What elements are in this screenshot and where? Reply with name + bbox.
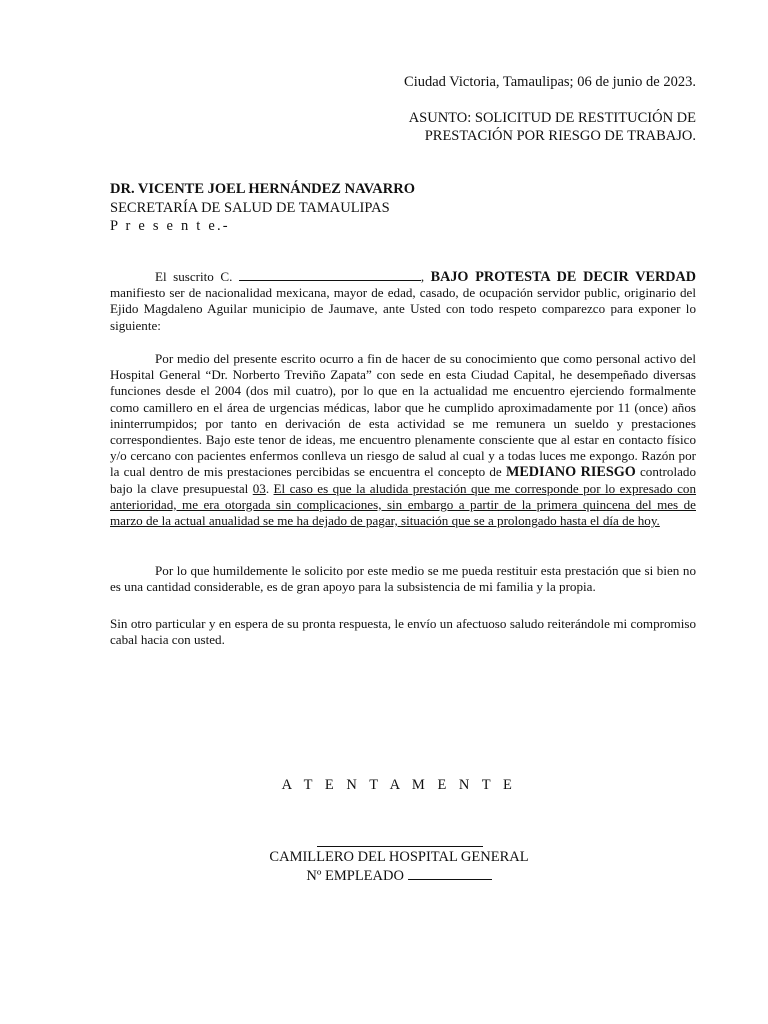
- signature-line: [317, 846, 483, 847]
- subject-line-1: ASUNTO: SOLICITUD DE RESTITUCIÓN DE: [408, 110, 696, 126]
- budget-code: 03: [252, 480, 266, 496]
- request-text: Por lo que humildemente le solicito por este medio se me pueda restituir esta prestación que si bien no es una cantidad considerable, es de gran apoyo para la subsistencia de mi familia y la propia.: [110, 563, 696, 595]
- name-blank-line: [239, 268, 421, 281]
- signature-block: [0, 848, 768, 885]
- protest-statement: BAJO PROTESTA DE DECIR VERDAD: [430, 269, 696, 285]
- employee-number-label: Nº EMPLEADO: [306, 867, 408, 884]
- addressee-present: P r e s e n t e.-: [110, 218, 230, 234]
- farewell-text: Sin otro particular y en espera de su pronta respuesta, le envío un afectuoso saludo reiterándole mi compromiso cabal hacia con usted.: [110, 616, 696, 648]
- subject-line-2: PRESTACIÓN POR RIESGO DE TRABAJO.: [424, 128, 696, 144]
- date-line: [404, 73, 696, 91]
- subject-block: [409, 109, 696, 145]
- intro-text-start: El suscrito C.: [155, 269, 239, 284]
- employee-number-line: [0, 867, 768, 886]
- intro-comma: ,: [420, 269, 431, 284]
- employee-number-blank: [408, 867, 492, 880]
- paragraph-introduction: [110, 268, 696, 334]
- exposition-period: .: [265, 480, 274, 496]
- exposition-text: Por medio del presente escrito ocurro a fin de hacer de su conocimiento que como personal activo del Hospital General “Dr. Norberto Treviño Zapata” con sede en esta Ciudad Capital, he desempeñado diversas funciones desde el 2004 (dos mil cuatro), por lo que en la actualidad me encuentro ejerciendo formalmente como camillero en el área de urgencias médicas, labor que he cumplido aproximadamente por 11 (once) años ininterrumpidos; por tanto en derivación de esta actividad se me remunera un sueldo y prestaciones correspondientes. Bajo este tenor de ideas, me encuentro plenamente consciente que al estar en contacto físico y/o cercano con pacientes enfermos conlleva un riesgo de salud al cual y a todas luces me expongo. Razón por la cual dentro de mis prestaciones percibidas se encuentra el concepto de: [110, 351, 696, 480]
- exposition-code-label: controlado bajo la clave presupuestal: [110, 464, 696, 496]
- signer-role: CAMILLERO DEL HOSPITAL GENERAL: [269, 849, 529, 865]
- underlined-complaint: El caso es que la aludida prestación que me corresponde por lo expresado con anterioridad, me era otorgada sin complicaciones, sin embargo a partir de la primera quincena del mes de marzo de la actual anualidad se me ha dejado de pagar, situación que se a prolongado hasta el día de hoy.: [110, 480, 697, 529]
- risk-concept: MEDIANO RIESGO: [505, 464, 636, 481]
- addressee-office: SECRETARÍA DE SALUD DE TAMAULIPAS: [110, 199, 390, 216]
- paragraph-main-exposition: [110, 351, 696, 529]
- paragraph-farewell: [110, 616, 696, 648]
- addressee-name: DR. VICENTE JOEL HERNÁNDEZ NAVARRO: [110, 181, 415, 197]
- addressee-block: [110, 180, 415, 236]
- date-text: Ciudad Victoria, Tamaulipas; 06 de junio de 2023.: [404, 74, 696, 90]
- intro-text-end: manifiesto ser de nacionalidad mexicana, mayor de edad, casado, de ocupación servidor public, originario del Ejido Magdaleno Aguilar municipio de Jaumave, ante Usted con todo respeto comparezco para exponer lo siguiente:: [110, 285, 696, 333]
- closing-salutation: A T E N T A M E N T E: [281, 777, 517, 793]
- paragraph-request: [110, 563, 696, 595]
